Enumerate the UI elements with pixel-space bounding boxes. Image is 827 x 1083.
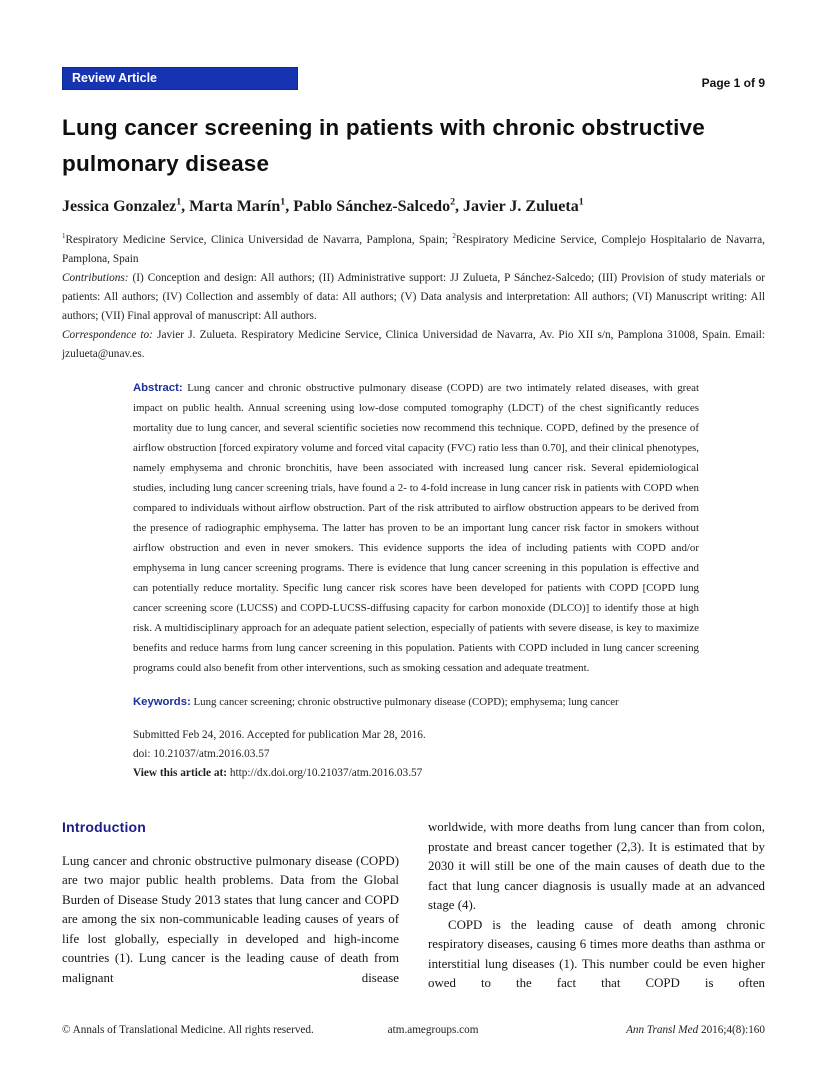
article-doi-link[interactable]: http://dx.doi.org/10.21037/atm.2016.03.57 <box>229 767 423 779</box>
text-segment: Pablo Sánchez-Salcedo <box>293 198 451 215</box>
article-title <box>62 110 765 182</box>
view-article-label: View this article at: <box>133 767 230 779</box>
text-segment: , <box>285 198 294 215</box>
page-content <box>62 0 765 783</box>
abstract-block <box>133 378 699 712</box>
superscript-marker: 1 <box>280 196 286 208</box>
text-segment: Javier J. Zulueta <box>463 198 579 215</box>
superscript-marker: 2 <box>450 196 456 208</box>
article-type-badge: Review Article <box>62 67 298 90</box>
footer-copyright: © Annals of Translational Medicine. All rights reserved. <box>62 1024 314 1036</box>
superscript-marker: 1 <box>62 232 66 241</box>
view-article-line <box>133 764 765 783</box>
abstract-text: Lung cancer and chronic obstructive pulmonary disease (COPD) are two intimately related diseases, with great impact on public health. Annual screening using low-dose computed tomography (LDCT) of the chest significantly reduces mortality due to lung cancer, and several scientific societies now recommend this technique. COPD, defined by the presence of airflow obstruction [forced expiratory volume and forced vital capacity (FVC) ratio less than 0.70], and their clinical phenotypes, namely emphysema and chronic bronchitis, have been associated with increased lung cancer risk. Several epidemiological studies, including lung cancer screening trials, have found a 2- to 4-fold increase in lung cancer risk in patients with COPD when compared to individuals without airflow obstruction. Part of the risk attributed to airflow obstruction appears to be derived from the presence of radiographic emphysema. The latter has proven to be an important lung cancer risk factor in smokers without airflow obstruction and even in never smokers. This evidence supports the idea of including patients with COPD and/or emphysema in lung cancer screening programs. There is evidence that lung cancer screening in this population is effective and can potentially reduce mortality. Specific lung cancer risk scores have been developed for patients with COPD [COPD lung cancer screening score (LUCSS) and COPD-LUCSS-diffusing capacity for carbon monoxide (DLCO)] to identify those at high risk. A multidisciplinary approach for an adequate patient selection, especially of patients with severe disease, is key to maximize benefits and reduce harms from lung cancer screening in this population. Patients with COPD included in lung cancer screening programs could also benefit from other interventions, such as smoking cessation and adequate treatment. <box>133 382 699 674</box>
affiliations <box>62 231 765 269</box>
superscript-marker: 1 <box>578 196 584 208</box>
introduction-paragraph-1-continued: worldwide, with more deaths from lung cancer than from colon, prostate and breast cancer together (2,3). It is estimated that by 2030 it will still be one of the main causes of death due to the fact that lung cancer diagnosis is usually made at an advanced stage (4). <box>428 820 765 912</box>
introduction-paragraph-1: Lung cancer and chronic obstructive pulmonary disease (COPD) are two major public health problems. Data from the Global Burden of Disease Study 2013 states that lung cancer and COPD are among the six non-communicable leading causes of years of life lost globally, especially in developed and high-income countries (1). Lung cancer is the leading cause of death from malignant disease <box>62 853 399 985</box>
introduction-paragraph-2: COPD is the leading cause of death among chronic respiratory diseases, causing 6 times more deaths than asthma or interstitial lung diseases (1). This number could be even higher owed to the fact that COPD is often <box>428 917 765 990</box>
article-title-line2: pulmonary disease <box>62 151 270 176</box>
abstract-label: Abstract: <box>133 382 183 394</box>
doi-line: doi: 10.21037/atm.2016.03.57 <box>133 748 270 760</box>
introduction-section <box>62 818 765 994</box>
introduction-heading: Introduction <box>62 819 147 835</box>
correspondence-label: Correspondence to: <box>62 329 153 341</box>
keywords <box>133 692 699 712</box>
text-segment: , <box>455 198 464 215</box>
text-segment: Respiratory Medicine Service, Complejo Hospitalario de Navarra, Pamplona, Spain <box>62 234 765 265</box>
right-column <box>428 818 765 994</box>
correspondence <box>62 326 765 364</box>
left-column <box>62 818 399 994</box>
correspondence-email-link[interactable]: jzulueta@unav.es <box>62 348 142 360</box>
footer-citation <box>531 1024 765 1036</box>
correspondence-suffix: . <box>141 348 145 360</box>
keywords-text: Lung cancer screening; chronic obstructive pulmonary disease (COPD); emphysema; lung cancer <box>190 696 619 708</box>
article-title-line1: Lung cancer screening in patients with chronic obstructive <box>62 115 705 140</box>
author-list <box>62 198 765 216</box>
footer-website: atm.amegroups.com <box>387 1024 479 1036</box>
text-segment: Marta Marín <box>189 198 281 215</box>
footer-citation-detail: 2016;4(8):160 <box>698 1024 765 1036</box>
text-segment: , <box>181 198 190 215</box>
submission-dates: Submitted Feb 24, 2016. Accepted for publication Mar 28, 2016. <box>133 729 426 741</box>
contributions <box>62 269 765 326</box>
superscript-marker: 2 <box>452 232 456 241</box>
text-segment: Respiratory Medicine Service, Clinica Universidad de Navarra, Pamplona, Spain; <box>65 234 453 246</box>
correspondence-text: Javier J. Zulueta. Respiratory Medicine Service, Clinica Universidad de Navarra, Av. Pio XII s/n, Pamplona 31008, Spain. Email: <box>152 329 765 341</box>
page-number: Page 1 of 9 <box>701 76 765 90</box>
superscript-marker: 1 <box>176 196 182 208</box>
text-segment: Jessica Gonzalez <box>62 198 177 215</box>
footer-journal-name: Ann Transl Med <box>626 1024 699 1036</box>
keywords-label: Keywords: <box>133 696 191 708</box>
abstract <box>133 378 699 678</box>
contributions-label: Contributions: <box>62 272 129 284</box>
page-footer <box>62 1024 765 1036</box>
article-meta <box>133 726 765 783</box>
contributions-text: (I) Conception and design: All authors; (II) Administrative support: JJ Zulueta, P Sánchez-Salcedo; (III) Provision of study materials or patients: All authors; (IV) Collection and assembly of data: All authors; (V) Data analysis and interpretation: All authors; (VI) Manuscript writing: All authors; (VII) Final approval of manuscript: All authors. <box>62 272 765 322</box>
page-header <box>62 0 765 90</box>
